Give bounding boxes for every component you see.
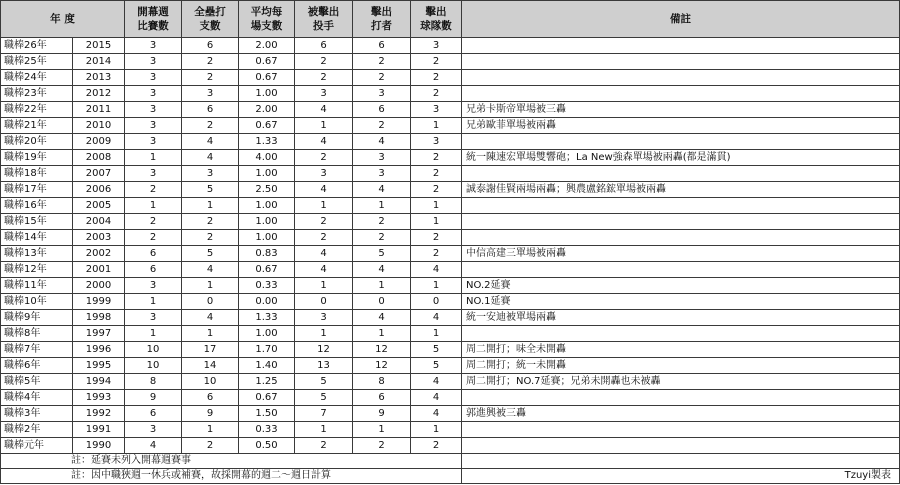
cell-avg-per-game: 2.00 [239, 38, 295, 54]
cell-pitchers-allowed: 2 [295, 54, 353, 70]
table-row [1, 326, 900, 342]
cell-year: 2013 [73, 70, 125, 86]
cell-teams: 2 [411, 182, 462, 198]
cell-opening-week-games: 8 [125, 374, 182, 390]
cell-teams: 3 [411, 102, 462, 118]
header-avg-per-game: 平均每 場支數 [239, 1, 295, 38]
cell-avg-per-game: 1.50 [239, 406, 295, 422]
cell-pitchers-allowed: 4 [295, 246, 353, 262]
cell-avg-per-game: 0.67 [239, 262, 295, 278]
cell-season-label: 職棒14年 [1, 230, 73, 246]
cell-pitchers-allowed: 4 [295, 262, 353, 278]
cell-home-runs: 4 [182, 310, 239, 326]
cell-note: 誠泰謝佳賢兩場兩轟；興農盧銘鋐單場被兩轟 [462, 182, 900, 198]
cell-opening-week-games: 1 [125, 150, 182, 166]
cell-pitchers-allowed: 2 [295, 150, 353, 166]
cell-teams: 3 [411, 134, 462, 150]
cell-season-label: 職棒5年 [1, 374, 73, 390]
cell-teams: 2 [411, 166, 462, 182]
cell-opening-week-games: 3 [125, 278, 182, 294]
cell-note [462, 326, 900, 342]
cell-avg-per-game: 0.83 [239, 246, 295, 262]
table-row [1, 134, 900, 150]
cell-pitchers-allowed: 2 [295, 438, 353, 454]
cell-pitchers-allowed: 1 [295, 198, 353, 214]
table-row [1, 310, 900, 326]
cell-note: 郭進興被三轟 [462, 406, 900, 422]
table-body [1, 38, 900, 454]
cell-note: 統一陳速宏單場雙響砲；La New強森單場被兩轟(都是滿貫) [462, 150, 900, 166]
cell-teams: 0 [411, 294, 462, 310]
table-row [1, 374, 900, 390]
cell-note [462, 38, 900, 54]
cell-hitters: 4 [353, 310, 411, 326]
cell-year: 2006 [73, 182, 125, 198]
header-year: 年 度 [1, 1, 125, 38]
cell-pitchers-allowed: 13 [295, 358, 353, 374]
cell-season-label: 職棒2年 [1, 422, 73, 438]
cell-avg-per-game: 1.00 [239, 86, 295, 102]
cell-teams: 2 [411, 70, 462, 86]
cell-year: 1993 [73, 390, 125, 406]
cell-pitchers-allowed: 5 [295, 374, 353, 390]
cell-season-label: 職棒15年 [1, 214, 73, 230]
cell-note [462, 54, 900, 70]
cell-pitchers-allowed: 2 [295, 230, 353, 246]
cell-pitchers-allowed: 5 [295, 390, 353, 406]
cell-year: 1990 [73, 438, 125, 454]
cell-opening-week-games: 6 [125, 406, 182, 422]
cell-season-label: 職棒21年 [1, 118, 73, 134]
cell-note [462, 390, 900, 406]
cell-year: 2011 [73, 102, 125, 118]
cell-avg-per-game: 0.67 [239, 118, 295, 134]
cell-pitchers-allowed: 4 [295, 134, 353, 150]
cell-hitters: 4 [353, 182, 411, 198]
cell-hitters: 3 [353, 166, 411, 182]
cell-hitters: 1 [353, 278, 411, 294]
cell-avg-per-game: 1.00 [239, 230, 295, 246]
footnote-2: 註：因中職狹週一休兵或補賽，故採開幕的週二～週日計算 [1, 469, 462, 484]
cell-home-runs: 2 [182, 230, 239, 246]
cell-opening-week-games: 6 [125, 246, 182, 262]
cell-teams: 4 [411, 406, 462, 422]
cell-hitters: 3 [353, 86, 411, 102]
cell-hitters: 2 [353, 230, 411, 246]
cell-note: NO.1延賽 [462, 294, 900, 310]
cell-opening-week-games: 3 [125, 134, 182, 150]
cell-year: 2008 [73, 150, 125, 166]
cell-hitters: 8 [353, 374, 411, 390]
cell-opening-week-games: 3 [125, 102, 182, 118]
cell-hitters: 2 [353, 214, 411, 230]
cell-season-label: 職棒26年 [1, 38, 73, 54]
cell-hitters: 2 [353, 438, 411, 454]
cell-teams: 1 [411, 118, 462, 134]
cell-season-label: 職棒12年 [1, 262, 73, 278]
cell-home-runs: 5 [182, 246, 239, 262]
header-opening-week-games: 開幕週 比賽數 [125, 1, 182, 38]
cell-season-label: 職棒17年 [1, 182, 73, 198]
cell-opening-week-games: 3 [125, 118, 182, 134]
table-row [1, 102, 900, 118]
cell-year: 1999 [73, 294, 125, 310]
cell-season-label: 職棒11年 [1, 278, 73, 294]
cell-year: 2003 [73, 230, 125, 246]
cell-pitchers-allowed: 1 [295, 326, 353, 342]
cell-note: 周二開打；NO.7延賽；兄弟未開轟也未被轟 [462, 374, 900, 390]
table-row [1, 118, 900, 134]
cell-pitchers-allowed: 7 [295, 406, 353, 422]
cell-teams: 1 [411, 326, 462, 342]
cell-avg-per-game: 1.33 [239, 310, 295, 326]
cell-avg-per-game: 1.40 [239, 358, 295, 374]
cell-pitchers-allowed: 2 [295, 214, 353, 230]
cell-year: 2010 [73, 118, 125, 134]
cell-season-label: 職棒9年 [1, 310, 73, 326]
cell-season-label: 職棒3年 [1, 406, 73, 422]
cell-opening-week-games: 3 [125, 310, 182, 326]
cell-avg-per-game: 0.67 [239, 54, 295, 70]
cell-teams: 1 [411, 198, 462, 214]
cell-season-label: 職棒4年 [1, 390, 73, 406]
cell-year: 1994 [73, 374, 125, 390]
cell-season-label: 職棒7年 [1, 342, 73, 358]
cell-year: 2007 [73, 166, 125, 182]
cell-teams: 1 [411, 214, 462, 230]
cell-season-label: 職棒6年 [1, 358, 73, 374]
table-row [1, 198, 900, 214]
table-row [1, 230, 900, 246]
cell-pitchers-allowed: 6 [295, 38, 353, 54]
cell-home-runs: 9 [182, 406, 239, 422]
cell-hitters: 9 [353, 406, 411, 422]
cell-avg-per-game: 1.00 [239, 198, 295, 214]
cell-pitchers-allowed: 3 [295, 310, 353, 326]
cell-opening-week-games: 1 [125, 198, 182, 214]
cell-note [462, 438, 900, 454]
cell-avg-per-game: 0.67 [239, 390, 295, 406]
table-row [1, 390, 900, 406]
cell-hitters: 6 [353, 102, 411, 118]
cell-note [462, 262, 900, 278]
cell-opening-week-games: 4 [125, 438, 182, 454]
cell-hitters: 2 [353, 118, 411, 134]
cell-season-label: 職棒24年 [1, 70, 73, 86]
cell-avg-per-game: 0.33 [239, 278, 295, 294]
table-row [1, 86, 900, 102]
cell-hitters: 4 [353, 262, 411, 278]
cell-note: 中信高建三單場被兩轟 [462, 246, 900, 262]
cell-note [462, 198, 900, 214]
cell-hitters: 5 [353, 246, 411, 262]
cell-note: 周二開打；味全未開轟 [462, 342, 900, 358]
cell-note: 統一安迪被單場兩轟 [462, 310, 900, 326]
cell-teams: 2 [411, 86, 462, 102]
cell-teams: 4 [411, 390, 462, 406]
cell-teams: 2 [411, 54, 462, 70]
table-row [1, 262, 900, 278]
cell-year: 2000 [73, 278, 125, 294]
cell-pitchers-allowed: 3 [295, 86, 353, 102]
cell-pitchers-allowed: 4 [295, 102, 353, 118]
cell-note: 周二開打；統一未開轟 [462, 358, 900, 374]
cell-opening-week-games: 1 [125, 294, 182, 310]
cell-opening-week-games: 10 [125, 342, 182, 358]
cell-teams: 1 [411, 422, 462, 438]
cell-home-runs: 0 [182, 294, 239, 310]
table-row [1, 54, 900, 70]
cell-season-label: 職棒13年 [1, 246, 73, 262]
header-notes: 備註 [462, 1, 900, 38]
cell-pitchers-allowed: 3 [295, 166, 353, 182]
cell-opening-week-games: 10 [125, 358, 182, 374]
cell-home-runs: 17 [182, 342, 239, 358]
header-home-runs: 全壘打 支數 [182, 1, 239, 38]
cell-home-runs: 3 [182, 86, 239, 102]
cell-season-label: 職棒22年 [1, 102, 73, 118]
cell-home-runs: 2 [182, 70, 239, 86]
cell-opening-week-games: 3 [125, 70, 182, 86]
cell-home-runs: 10 [182, 374, 239, 390]
footnote-spacer [462, 454, 900, 469]
cell-teams: 4 [411, 374, 462, 390]
cell-home-runs: 2 [182, 54, 239, 70]
cell-year: 1992 [73, 406, 125, 422]
cell-pitchers-allowed: 4 [295, 182, 353, 198]
cell-opening-week-games: 3 [125, 86, 182, 102]
cell-year: 1995 [73, 358, 125, 374]
cell-year: 2005 [73, 198, 125, 214]
table-row [1, 182, 900, 198]
cell-home-runs: 6 [182, 38, 239, 54]
table-row [1, 246, 900, 262]
cell-home-runs: 4 [182, 150, 239, 166]
cell-hitters: 12 [353, 358, 411, 374]
cell-year: 2014 [73, 54, 125, 70]
cell-pitchers-allowed: 12 [295, 342, 353, 358]
cell-year: 2009 [73, 134, 125, 150]
cell-year: 2004 [73, 214, 125, 230]
cell-year: 1997 [73, 326, 125, 342]
cell-hitters: 1 [353, 422, 411, 438]
cell-year: 2015 [73, 38, 125, 54]
cell-teams: 2 [411, 246, 462, 262]
cell-pitchers-allowed: 1 [295, 278, 353, 294]
cell-teams: 4 [411, 262, 462, 278]
cell-note [462, 134, 900, 150]
cell-home-runs: 4 [182, 134, 239, 150]
header-pitchers: 被擊出 投手 [295, 1, 353, 38]
cell-pitchers-allowed: 2 [295, 70, 353, 86]
cell-avg-per-game: 0.50 [239, 438, 295, 454]
cell-season-label: 職棒23年 [1, 86, 73, 102]
cell-home-runs: 2 [182, 118, 239, 134]
cell-hitters: 6 [353, 38, 411, 54]
cell-hitters: 2 [353, 70, 411, 86]
header-teams: 擊出 球隊數 [411, 1, 462, 38]
cell-opening-week-games: 6 [125, 262, 182, 278]
cell-hitters: 2 [353, 54, 411, 70]
cell-season-label: 職棒20年 [1, 134, 73, 150]
table-row [1, 38, 900, 54]
table-row [1, 294, 900, 310]
table-row [1, 166, 900, 182]
cell-home-runs: 2 [182, 438, 239, 454]
footnote-row [1, 469, 900, 484]
cell-opening-week-games: 2 [125, 230, 182, 246]
cell-note: NO.2延賽 [462, 278, 900, 294]
cell-hitters: 0 [353, 294, 411, 310]
cell-avg-per-game: 1.00 [239, 326, 295, 342]
cell-avg-per-game: 1.33 [239, 134, 295, 150]
cell-avg-per-game: 0.67 [239, 70, 295, 86]
cell-year: 2001 [73, 262, 125, 278]
header-hitters: 擊出 打者 [353, 1, 411, 38]
cell-pitchers-allowed: 0 [295, 294, 353, 310]
cell-hitters: 12 [353, 342, 411, 358]
cell-year: 1998 [73, 310, 125, 326]
author-credit: Tzuyi製表 [462, 469, 900, 484]
cell-avg-per-game: 2.50 [239, 182, 295, 198]
cell-opening-week-games: 2 [125, 182, 182, 198]
table-row [1, 358, 900, 374]
cell-season-label: 職棒8年 [1, 326, 73, 342]
table-row [1, 278, 900, 294]
cell-home-runs: 3 [182, 166, 239, 182]
cell-note [462, 214, 900, 230]
cell-year: 2002 [73, 246, 125, 262]
cell-opening-week-games: 3 [125, 38, 182, 54]
cell-teams: 1 [411, 278, 462, 294]
cell-year: 1991 [73, 422, 125, 438]
cell-year: 1996 [73, 342, 125, 358]
cell-hitters: 1 [353, 198, 411, 214]
header-row [1, 1, 900, 38]
cell-home-runs: 14 [182, 358, 239, 374]
cell-home-runs: 1 [182, 326, 239, 342]
cell-season-label: 職棒16年 [1, 198, 73, 214]
cell-home-runs: 5 [182, 182, 239, 198]
cell-year: 2012 [73, 86, 125, 102]
cell-hitters: 3 [353, 150, 411, 166]
cell-note [462, 422, 900, 438]
cell-home-runs: 6 [182, 390, 239, 406]
cell-teams: 5 [411, 342, 462, 358]
cell-teams: 2 [411, 230, 462, 246]
cell-opening-week-games: 3 [125, 166, 182, 182]
cell-teams: 3 [411, 38, 462, 54]
cell-opening-week-games: 1 [125, 326, 182, 342]
cell-pitchers-allowed: 1 [295, 422, 353, 438]
cell-note [462, 166, 900, 182]
cell-avg-per-game: 1.25 [239, 374, 295, 390]
cell-avg-per-game: 1.00 [239, 166, 295, 182]
cell-avg-per-game: 2.00 [239, 102, 295, 118]
cell-home-runs: 1 [182, 278, 239, 294]
cell-avg-per-game: 1.00 [239, 214, 295, 230]
cell-hitters: 4 [353, 134, 411, 150]
cell-season-label: 職棒19年 [1, 150, 73, 166]
cell-opening-week-games: 2 [125, 214, 182, 230]
table-row [1, 342, 900, 358]
footnote-1: 註：延賽未列入開幕週賽事 [1, 454, 462, 469]
cell-home-runs: 4 [182, 262, 239, 278]
cell-opening-week-games: 3 [125, 422, 182, 438]
cell-opening-week-games: 3 [125, 54, 182, 70]
footnote-row [1, 454, 900, 469]
cell-note [462, 86, 900, 102]
cell-home-runs: 6 [182, 102, 239, 118]
cell-hitters: 6 [353, 390, 411, 406]
table-row [1, 214, 900, 230]
cell-teams: 2 [411, 150, 462, 166]
cell-season-label: 職棒元年 [1, 438, 73, 454]
cell-teams: 2 [411, 438, 462, 454]
cell-teams: 4 [411, 310, 462, 326]
table-row [1, 70, 900, 86]
cell-season-label: 職棒10年 [1, 294, 73, 310]
cell-note: 兄弟卡斯帝單場被三轟 [462, 102, 900, 118]
cell-opening-week-games: 9 [125, 390, 182, 406]
cell-note: 兄弟歐菲單場被兩轟 [462, 118, 900, 134]
cell-note [462, 70, 900, 86]
cell-avg-per-game: 0.00 [239, 294, 295, 310]
cell-home-runs: 1 [182, 198, 239, 214]
cell-season-label: 職棒18年 [1, 166, 73, 182]
table-row [1, 438, 900, 454]
table-row [1, 422, 900, 438]
cell-season-label: 職棒25年 [1, 54, 73, 70]
cell-hitters: 1 [353, 326, 411, 342]
cell-note [462, 230, 900, 246]
table-row [1, 406, 900, 422]
cell-avg-per-game: 4.00 [239, 150, 295, 166]
cell-avg-per-game: 0.33 [239, 422, 295, 438]
cell-avg-per-game: 1.70 [239, 342, 295, 358]
cell-teams: 5 [411, 358, 462, 374]
table-row [1, 150, 900, 166]
cell-pitchers-allowed: 1 [295, 118, 353, 134]
cell-home-runs: 2 [182, 214, 239, 230]
cell-home-runs: 1 [182, 422, 239, 438]
